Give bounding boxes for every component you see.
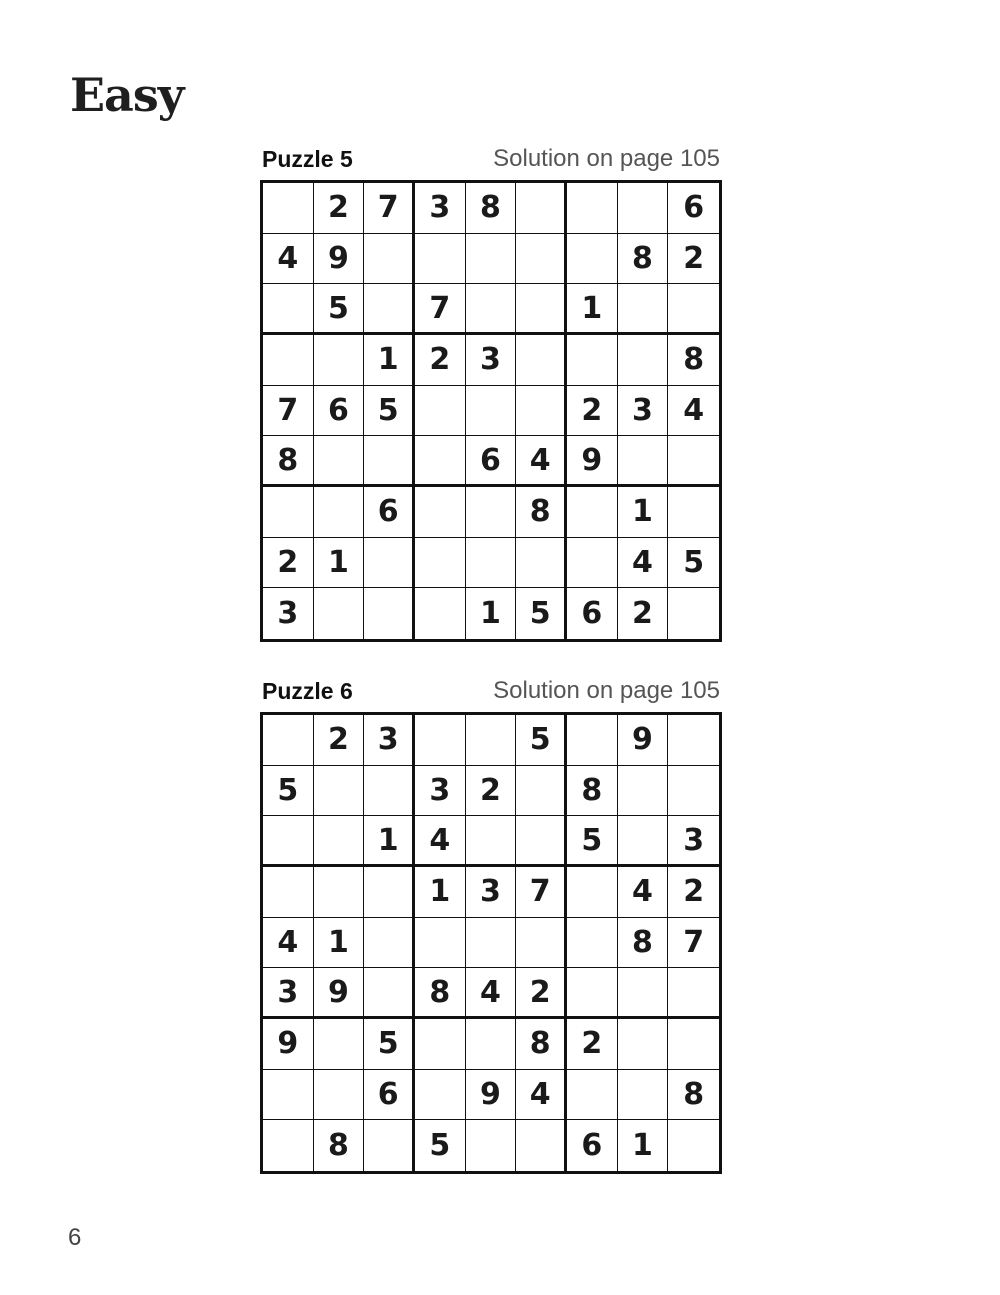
sudoku-cell: 1	[364, 816, 415, 867]
sudoku-cell	[618, 183, 669, 234]
puzzle-title: Puzzle 6	[262, 678, 353, 704]
sudoku-cell	[618, 1019, 669, 1070]
sudoku-cell	[567, 335, 618, 386]
sudoku-cell	[567, 1070, 618, 1121]
sudoku-cell	[415, 1070, 466, 1121]
sudoku-cell: 4	[516, 1070, 567, 1121]
sudoku-cell: 8	[516, 1019, 567, 1070]
sudoku-cell	[567, 234, 618, 285]
sudoku-cell: 4	[263, 918, 314, 969]
sudoku-cell	[364, 588, 415, 639]
sudoku-cell: 3	[466, 335, 517, 386]
sudoku-cell: 6	[364, 1070, 415, 1121]
sudoku-cell	[415, 436, 466, 487]
sudoku-cell: 4	[516, 436, 567, 487]
sudoku-cell	[466, 487, 517, 538]
puzzle-header	[260, 676, 722, 712]
sudoku-cell: 6	[668, 183, 719, 234]
sudoku-cell	[567, 867, 618, 918]
sudoku-cell: 9	[263, 1019, 314, 1070]
sudoku-cell	[314, 588, 365, 639]
sudoku-cell: 5	[567, 816, 618, 867]
sudoku-cell	[364, 1120, 415, 1171]
sudoku-cell	[364, 234, 415, 285]
sudoku-cell: 5	[516, 715, 567, 766]
sudoku-cell: 1	[567, 284, 618, 335]
section-title: Easy	[70, 68, 184, 122]
sudoku-cell: 5	[415, 1120, 466, 1171]
sudoku-cell	[516, 766, 567, 817]
sudoku-cell: 1	[618, 1120, 669, 1171]
sudoku-cell	[668, 1120, 719, 1171]
sudoku-cell	[567, 487, 618, 538]
sudoku-cell: 2	[668, 867, 719, 918]
sudoku-cell	[263, 1120, 314, 1171]
sudoku-cell: 1	[415, 867, 466, 918]
puzzle-block	[260, 676, 722, 1174]
sudoku-cell: 1	[618, 487, 669, 538]
sudoku-cell: 4	[263, 234, 314, 285]
sudoku-cell	[466, 816, 517, 867]
sudoku-cell	[263, 284, 314, 335]
sudoku-cell: 1	[314, 538, 365, 589]
sudoku-cell: 8	[668, 335, 719, 386]
sudoku-cell	[516, 234, 567, 285]
sudoku-cell: 2	[567, 386, 618, 437]
sudoku-cell	[466, 386, 517, 437]
sudoku-cell: 5	[314, 284, 365, 335]
sudoku-cell	[263, 335, 314, 386]
sudoku-cell: 1	[314, 918, 365, 969]
sudoku-cell	[415, 715, 466, 766]
sudoku-cell	[516, 1120, 567, 1171]
sudoku-cell: 3	[618, 386, 669, 437]
sudoku-cell: 2	[314, 183, 365, 234]
sudoku-cell: 9	[314, 234, 365, 285]
sudoku-cell	[415, 538, 466, 589]
sudoku-grid	[260, 712, 722, 1174]
sudoku-cell	[314, 1070, 365, 1121]
solution-reference: Solution on page 105	[493, 145, 720, 172]
sudoku-cell: 8	[516, 487, 567, 538]
sudoku-cell	[314, 1019, 365, 1070]
sudoku-cell	[516, 816, 567, 867]
sudoku-cell: 4	[415, 816, 466, 867]
sudoku-cell	[466, 234, 517, 285]
sudoku-cell	[364, 284, 415, 335]
sudoku-cell	[618, 968, 669, 1019]
sudoku-cell: 8	[466, 183, 517, 234]
sudoku-cell	[263, 1070, 314, 1121]
sudoku-cell	[567, 183, 618, 234]
sudoku-cell: 5	[263, 766, 314, 817]
sudoku-cell	[466, 918, 517, 969]
sudoku-cell: 2	[668, 234, 719, 285]
sudoku-cell	[516, 538, 567, 589]
sudoku-cell: 8	[668, 1070, 719, 1121]
sudoku-cell	[516, 284, 567, 335]
sudoku-cell	[364, 918, 415, 969]
sudoku-cell	[668, 1019, 719, 1070]
sudoku-cell: 5	[364, 386, 415, 437]
sudoku-cell	[567, 968, 618, 1019]
sudoku-cell	[567, 538, 618, 589]
sudoku-cell: 3	[263, 968, 314, 1019]
sudoku-cell	[263, 816, 314, 867]
sudoku-cell: 4	[466, 968, 517, 1019]
sudoku-cell: 9	[618, 715, 669, 766]
sudoku-cell	[567, 715, 618, 766]
sudoku-cell: 9	[466, 1070, 517, 1121]
sudoku-cell: 8	[263, 436, 314, 487]
sudoku-cell: 5	[668, 538, 719, 589]
sudoku-cell: 8	[314, 1120, 365, 1171]
sudoku-cell: 9	[314, 968, 365, 1019]
sudoku-cell	[668, 436, 719, 487]
puzzle-block	[260, 144, 722, 642]
sudoku-cell	[618, 284, 669, 335]
sudoku-cell	[415, 1019, 466, 1070]
sudoku-cell	[263, 867, 314, 918]
sudoku-cell	[668, 715, 719, 766]
sudoku-cell	[364, 968, 415, 1019]
sudoku-cell: 2	[567, 1019, 618, 1070]
sudoku-cell: 8	[415, 968, 466, 1019]
sudoku-cell: 2	[263, 538, 314, 589]
sudoku-cell: 6	[567, 1120, 618, 1171]
sudoku-grid	[260, 180, 722, 642]
sudoku-cell	[314, 335, 365, 386]
sudoku-cell: 2	[415, 335, 466, 386]
sudoku-cell: 7	[516, 867, 567, 918]
sudoku-cell	[618, 766, 669, 817]
sudoku-cell	[516, 918, 567, 969]
sudoku-cell	[415, 588, 466, 639]
sudoku-cell	[516, 386, 567, 437]
sudoku-cell	[314, 766, 365, 817]
sudoku-cell	[415, 386, 466, 437]
sudoku-cell	[466, 715, 517, 766]
sudoku-cell: 7	[263, 386, 314, 437]
sudoku-cell	[415, 234, 466, 285]
sudoku-cell	[668, 968, 719, 1019]
sudoku-cell	[466, 1019, 517, 1070]
sudoku-cell	[516, 335, 567, 386]
sudoku-cell	[466, 1120, 517, 1171]
sudoku-cell: 4	[618, 538, 669, 589]
sudoku-cell	[364, 867, 415, 918]
sudoku-cell	[618, 436, 669, 487]
sudoku-cell: 3	[466, 867, 517, 918]
sudoku-cell: 5	[364, 1019, 415, 1070]
sudoku-cell	[516, 183, 567, 234]
sudoku-cell	[466, 538, 517, 589]
sudoku-cell	[668, 766, 719, 817]
sudoku-cell: 7	[415, 284, 466, 335]
sudoku-cell	[364, 436, 415, 487]
sudoku-cell	[415, 918, 466, 969]
sudoku-cell	[263, 487, 314, 538]
sudoku-cell	[364, 538, 415, 589]
sudoku-cell	[364, 766, 415, 817]
sudoku-cell: 7	[668, 918, 719, 969]
sudoku-cell	[415, 487, 466, 538]
sudoku-cell	[668, 487, 719, 538]
sudoku-cell: 4	[618, 867, 669, 918]
sudoku-cell: 3	[415, 766, 466, 817]
sudoku-cell	[263, 715, 314, 766]
puzzle-title: Puzzle 5	[262, 146, 353, 172]
sudoku-cell: 8	[618, 918, 669, 969]
sudoku-cell: 6	[466, 436, 517, 487]
puzzle-header	[260, 144, 722, 180]
page-number: 6	[68, 1224, 82, 1251]
sudoku-cell: 6	[314, 386, 365, 437]
sudoku-cell: 3	[364, 715, 415, 766]
sudoku-cell: 5	[516, 588, 567, 639]
sudoku-cell: 2	[466, 766, 517, 817]
sudoku-cell	[263, 183, 314, 234]
sudoku-cell: 9	[567, 436, 618, 487]
sudoku-cell	[668, 284, 719, 335]
sudoku-cell: 3	[668, 816, 719, 867]
sudoku-cell	[314, 436, 365, 487]
sudoku-cell: 8	[567, 766, 618, 817]
sudoku-cell	[314, 816, 365, 867]
sudoku-cell: 1	[364, 335, 415, 386]
sudoku-cell	[567, 918, 618, 969]
sudoku-cell: 8	[618, 234, 669, 285]
sudoku-cell	[618, 335, 669, 386]
sudoku-cell: 6	[567, 588, 618, 639]
solution-reference: Solution on page 105	[493, 677, 720, 704]
sudoku-cell: 2	[516, 968, 567, 1019]
sudoku-cell: 4	[668, 386, 719, 437]
sudoku-cell: 1	[466, 588, 517, 639]
sudoku-cell	[668, 588, 719, 639]
sudoku-cell	[314, 487, 365, 538]
sudoku-cell: 3	[415, 183, 466, 234]
sudoku-cell	[618, 1070, 669, 1121]
sudoku-cell	[466, 284, 517, 335]
sudoku-cell	[618, 816, 669, 867]
sudoku-cell: 3	[263, 588, 314, 639]
sudoku-cell: 2	[314, 715, 365, 766]
sudoku-cell	[314, 867, 365, 918]
sudoku-cell: 6	[364, 487, 415, 538]
sudoku-cell: 7	[364, 183, 415, 234]
sudoku-cell: 2	[618, 588, 669, 639]
